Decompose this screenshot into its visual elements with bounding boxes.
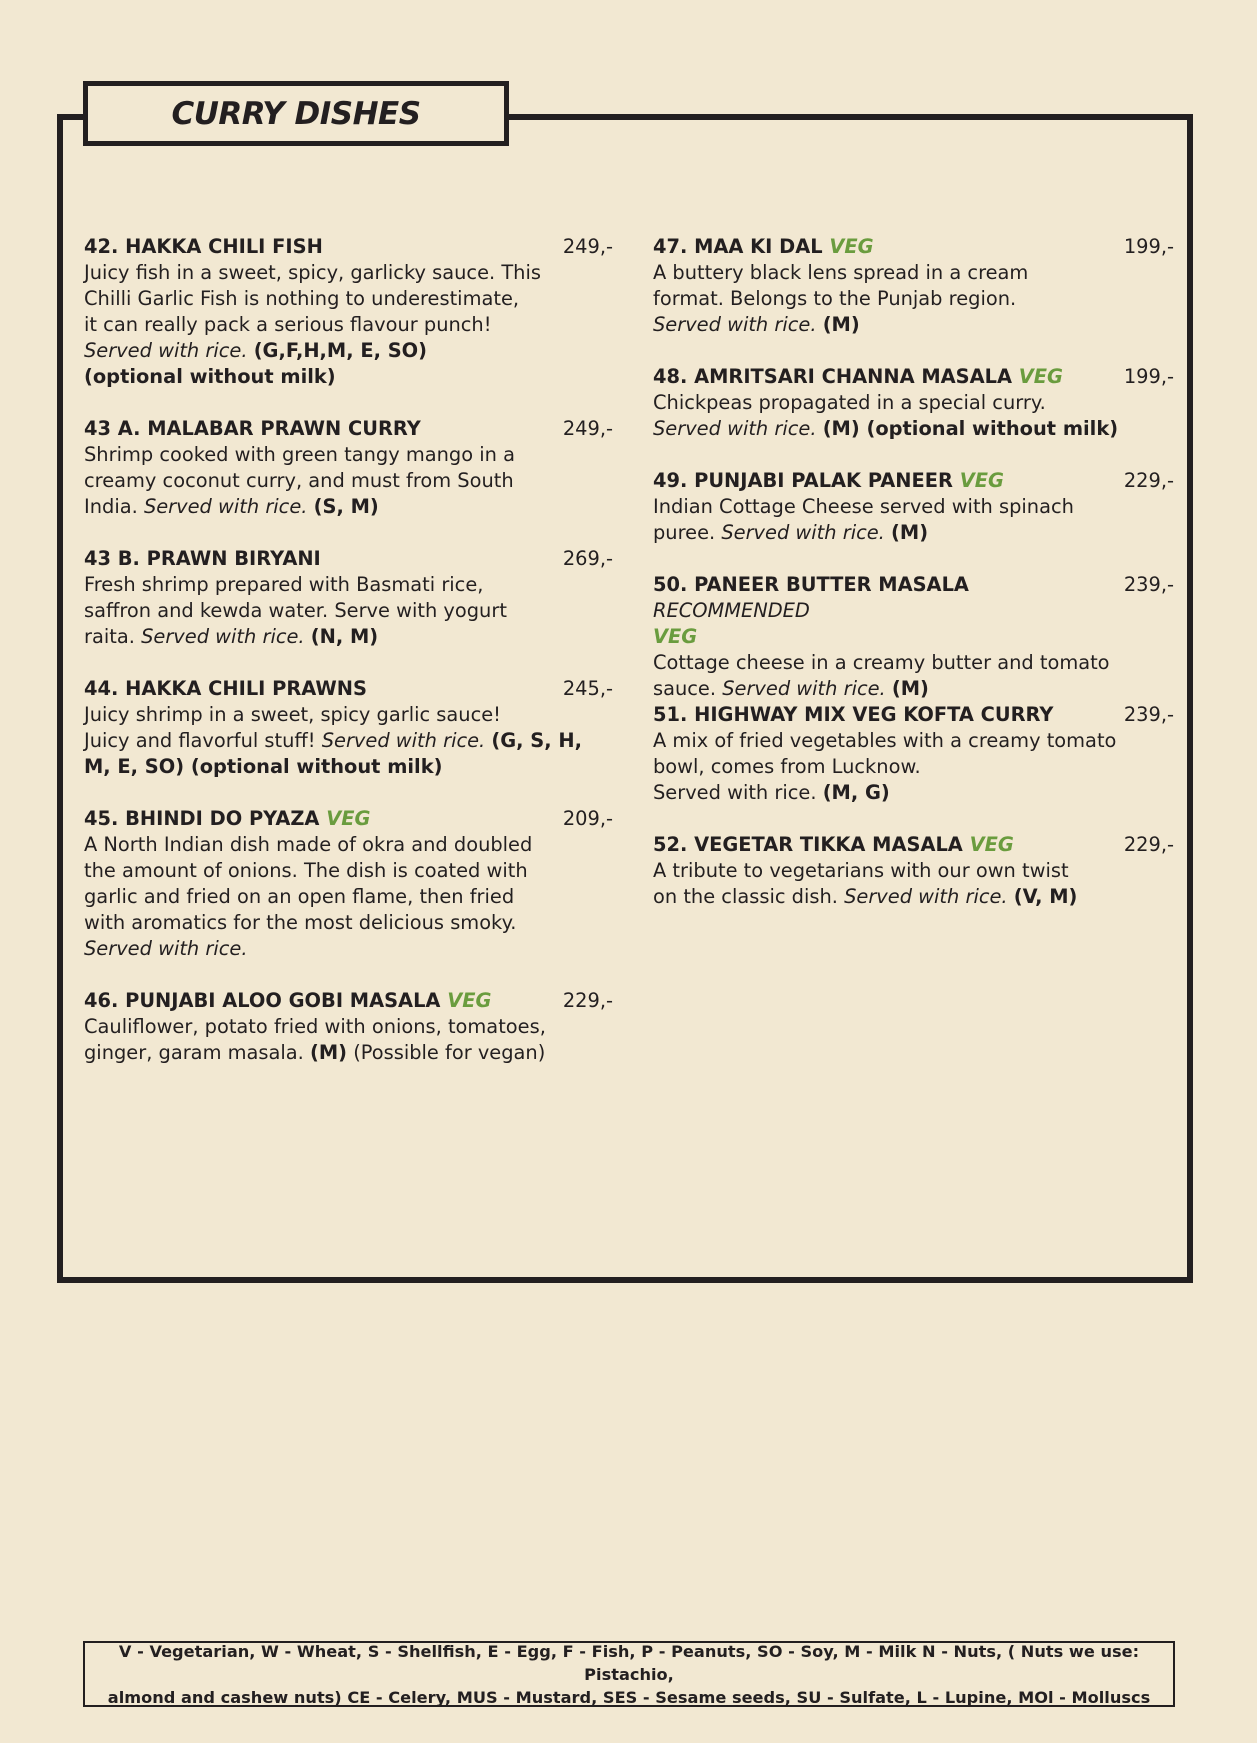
section-title-box [83, 81, 509, 146]
menu-item-description: Fresh shrimp prepared with Basmati rice, [84, 573, 484, 596]
menu-item-details [84, 936, 613, 962]
menu-item-details [653, 884, 1174, 910]
served-with-rice: Served with rice. [321, 729, 486, 752]
menu-item-name: 43 B. PRAWN BIRYANI [84, 547, 321, 570]
allergen-codes: (N, M) [310, 625, 379, 648]
menu-item-header [84, 546, 613, 572]
menu-item-price: 229,- [1123, 833, 1174, 856]
menu-item-description: A mix of fried vegetables with a creamy tomato [653, 729, 1117, 752]
allergen-codes: (M) (optional without milk) [822, 417, 1119, 440]
served-with-rice: Served with rice. [721, 521, 885, 544]
allergen-codes: (M) [822, 313, 860, 336]
menu-item-details [653, 520, 1174, 546]
menu-item-name: 44. HAKKA CHILI PRAWNS [84, 677, 368, 700]
menu-item-description: raita. [84, 625, 135, 648]
menu-item-description: format. Belongs to the Punjab region. [653, 287, 1017, 310]
menu-item-price: 269,- [562, 547, 613, 570]
allergen-codes: (M) [891, 521, 929, 544]
menu-item-description: Cottage cheese in a creamy butter and tomato [653, 651, 1110, 674]
menu-item-header [653, 832, 1174, 858]
menu-item-description: A buttery black lens spread in a cream [653, 261, 1029, 284]
menu-item [653, 364, 1174, 442]
menu-item-description: saffron and kewda water. Serve with yogurt [84, 599, 507, 622]
menu-item-description: Cauliflower, potato fried with onions, tomatoes, [84, 1015, 546, 1038]
recommended-badge: RECOMMENDED [653, 599, 810, 622]
menu-item [653, 702, 1174, 806]
menu-item-name: 46. PUNJABI ALOO GOBI MASALA [84, 989, 441, 1012]
menu-item-name: 45. BHINDI DO PYAZA [84, 807, 320, 830]
menu-item-name: 42. HAKKA CHILI FISH [84, 235, 323, 258]
menu-item-details [653, 676, 1174, 702]
menu-item-header [653, 468, 1174, 494]
menu-item-description: with aromatics for the most delicious smoky. [84, 911, 517, 934]
allergen-legend [83, 1641, 1175, 1707]
menu-item-description: Served with rice. [653, 781, 817, 804]
menu-item [653, 234, 1174, 338]
section-title: CURRY DISHES [171, 95, 421, 132]
veg-badge: VEG [829, 235, 874, 258]
allergen-legend-line: V - Vegetarian, W - Wheat, S - Shellfish, E - Egg, F - Fish, P - Peanuts, SO - Soy, M - Milk N - Nuts, ( Nuts we use: Pistachio, [118, 1641, 1140, 1684]
served-with-rice: Served with rice. [653, 313, 817, 336]
menu-item-details [653, 312, 1174, 338]
menu-item [84, 676, 613, 780]
menu-item-description: bowl, comes from Lucknow. [653, 755, 921, 778]
menu-item-description: creamy coconut curry, and must from South [84, 469, 514, 492]
menu-item [84, 546, 613, 650]
menu-item-description: Chickpeas propagated in a special curry. [653, 391, 1046, 414]
served-with-rice: Served with rice. [84, 937, 248, 960]
menu-item [84, 806, 613, 962]
menu-item-description: sauce. [653, 677, 717, 700]
menu-item-description: ginger, garam masala. [84, 1041, 304, 1064]
menu-item-price: 209,- [562, 807, 613, 830]
menu-item-description: puree. [653, 521, 716, 544]
allergen-codes: (G, S, H, M, E, SO) (optional without milk) [84, 729, 582, 778]
menu-item-header [84, 234, 613, 260]
menu-item-header [84, 416, 613, 442]
menu-item [84, 988, 613, 1066]
menu-item-details [84, 624, 613, 650]
menu-item-description: A tribute to vegetarians with our own twist [653, 859, 1069, 882]
served-with-rice: Served with rice. [143, 495, 308, 518]
menu-item [84, 234, 613, 390]
menu-item-price: 245,- [562, 677, 613, 700]
allergen-legend-line: almond and cashew nuts) CE - Celery, MUS - Mustard, SES - Sesame seeds, SU - Sulfate, L - Lupine, MOl - Molluscs [107, 1687, 1151, 1707]
allergen-codes: (G,F,H,M, E, SO) [253, 339, 428, 362]
menu-item-header [84, 676, 613, 702]
allergen-codes: (M) [891, 677, 929, 700]
menu-item-price: 249,- [562, 417, 613, 440]
menu-item-description: the amount of onions. The dish is coated with [84, 859, 528, 882]
menu-item-price: 229,- [1123, 469, 1174, 492]
menu-item-description: garlic and fried on an open flame, then fried [84, 885, 515, 908]
menu-item-header [653, 364, 1174, 390]
vegan-note: (Possible for vegan) [353, 1041, 546, 1064]
menu-item-price: 239,- [1123, 573, 1174, 596]
menu-item-details [84, 1040, 613, 1066]
menu-item [84, 416, 613, 520]
menu-item-price: 199,- [1123, 235, 1174, 258]
menu-item-description: on the classic dish. [653, 885, 838, 908]
menu-item-details [84, 494, 613, 520]
menu-item-price: 199,- [1123, 365, 1174, 388]
menu-item-description: it can really pack a serious flavour punch! [84, 313, 492, 336]
menu-item-details [84, 728, 613, 780]
menu-item-name: 47. MAA KI DAL [653, 235, 823, 258]
menu-item-details [653, 780, 1174, 806]
served-with-rice: Served with rice. [722, 677, 886, 700]
menu-item-name: 50. PANEER BUTTER MASALA [653, 573, 969, 596]
menu-item-description: Indian Cottage Cheese served with spinach [653, 495, 1074, 518]
served-with-rice: Served with rice. [653, 417, 817, 440]
served-with-rice: Served with rice. [844, 885, 1008, 908]
menu-item-description: Juicy shrimp in a sweet, spicy garlic sauce! [84, 703, 501, 726]
served-with-rice: Served with rice. [84, 339, 248, 362]
veg-badge: VEG [1018, 365, 1063, 388]
menu-item-price: 229,- [562, 989, 613, 1012]
menu-item-name: 52. VEGETAR TIKKA MASALA [653, 833, 963, 856]
menu-item-price: 249,- [562, 235, 613, 258]
menu-item-description: Shrimp cooked with green tangy mango in a [84, 443, 515, 466]
veg-badge: VEG [447, 989, 492, 1012]
veg-badge: VEG [959, 469, 1004, 492]
allergen-codes: (S, M) [313, 495, 379, 518]
menu-item-header [653, 702, 1174, 728]
veg-badge: VEG [326, 807, 371, 830]
menu-item-header [84, 988, 613, 1014]
menu-item-details [653, 416, 1174, 442]
menu-item [653, 468, 1174, 546]
allergen-codes: (M, G) [822, 781, 890, 804]
menu-item-header [653, 572, 1174, 650]
menu-item-price: 239,- [1123, 703, 1174, 726]
menu-item-header [653, 234, 1174, 260]
menu-item-description: Chilli Garlic Fish is nothing to underestimate, [84, 287, 520, 310]
menu-item-details [84, 338, 613, 364]
menu-item-description: A North Indian dish made of okra and doubled [84, 833, 533, 856]
allergen-codes: (V, M) [1013, 885, 1078, 908]
menu-item-description: India. [84, 495, 138, 518]
menu-item-name: 49. PUNJABI PALAK PANEER [653, 469, 953, 492]
menu-item [653, 832, 1174, 910]
menu-item-name: 51. HIGHWAY MIX VEG KOFTA CURRY [653, 703, 1054, 726]
menu-item-header [84, 806, 613, 832]
veg-badge: VEG [653, 625, 698, 648]
menu-item [653, 572, 1174, 702]
menu-item-description: Juicy and flavorful stuff! [84, 729, 316, 752]
menu-item-name: 48. AMRITSARI CHANNA MASALA [653, 365, 1012, 388]
milk-note: (optional without milk) [84, 365, 336, 388]
menu-item-name: 43 A. MALABAR PRAWN CURRY [84, 417, 421, 440]
allergen-codes: (M) [309, 1041, 348, 1064]
veg-badge: VEG [969, 833, 1014, 856]
menu-item-description: Juicy fish in a sweet, spicy, garlicky sauce. This [84, 261, 541, 284]
served-with-rice: Served with rice. [141, 625, 305, 648]
